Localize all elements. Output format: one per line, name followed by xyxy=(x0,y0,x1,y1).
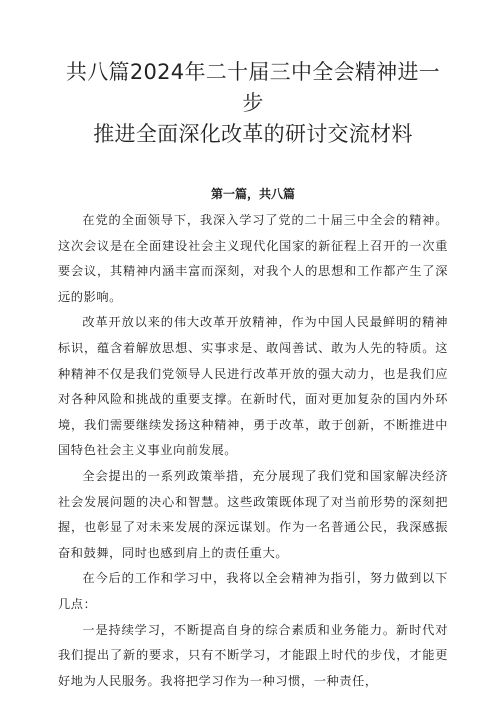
paragraph-2: 改革开放以来的伟大改革开放精神，作为中国人民最鲜明的精神标识，蕴含着解放思想、实事求是、敢闯善试、敢为人先的特质。这种精神不仅是我们党领导人民进行改革开放的强大动力，也是我们应对各种风险和挑战的重要支撑。在新时代，面对更加复杂的国内外环境，我们需要继续发扬这种精神，勇于改革，敢于创新，不断推进中国特色社会主义事业向前发展。 xyxy=(58,315,448,458)
title-line-1: 共八篇2024年二十届三中全会精神进一步 xyxy=(65,60,441,115)
paragraph-3: 全会提出的一系列政策举措，充分展现了我们党和国家解决经济社会发展问题的决心和智慧。这些政策既体现了对当前形势的深刻把握，也彰显了对未来发展的深远谋划。作为一名普通公民，我深感振奋和鼓舞，同时也感到肩上的责任重大。 xyxy=(58,468,448,560)
paragraph-4: 在今后的工作和学习中，我将以全会精神为指引，努力做到以下几点： xyxy=(58,571,448,611)
document-title xyxy=(58,0,448,150)
title-line-2: 推进全面深化改革的研讨交流材料 xyxy=(93,122,413,146)
section-heading: 第一篇，共八篇 xyxy=(210,187,295,201)
paragraph-1: 在党的全面领导下，我深入学习了党的二十届三中全会的精神。这次会议是在全面建设社会主义现代化国家的新征程上召开的一次重要会议，其精神内涵丰富而深刻，对我个人的思想和工作都产生了深远的影响。 xyxy=(58,213,448,304)
paragraph-5: 一是持续学习，不断提高自身的综合素质和业务能力。新时代对我们提出了新的要求，只有不断学习，才能跟上时代的步伐，才能更好地为人民服务。我将把学习作为一种习惯，一种责任， xyxy=(58,622,448,688)
